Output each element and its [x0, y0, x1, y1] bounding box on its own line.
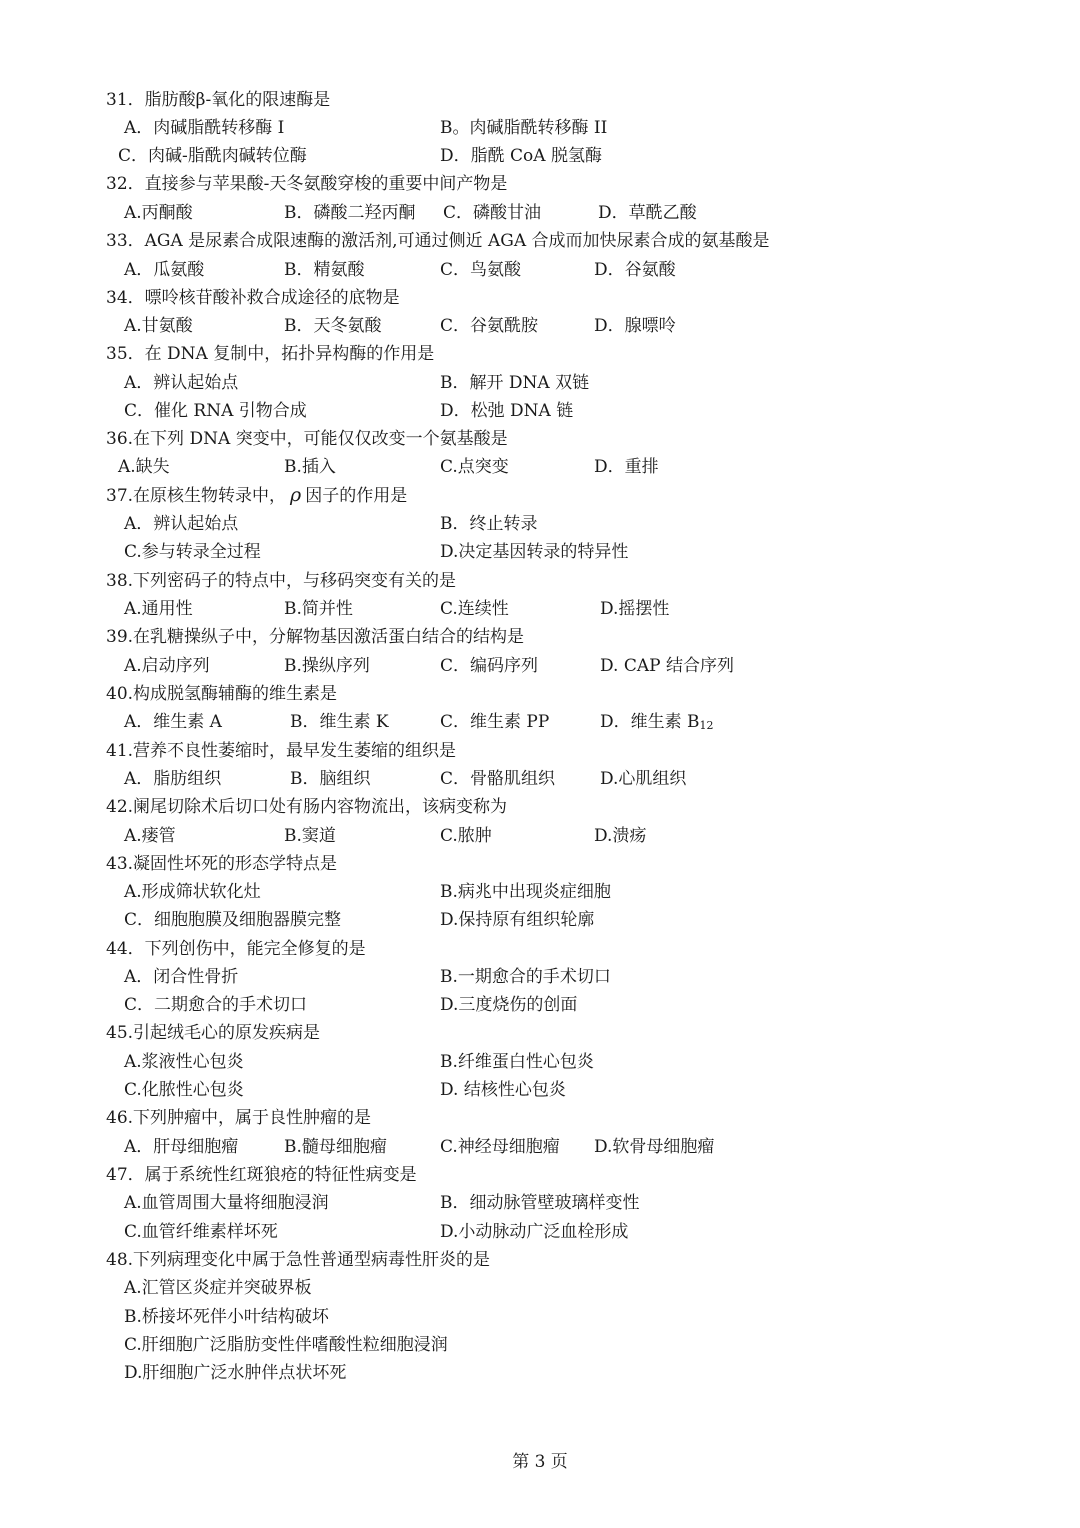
question-37-option-a: A．辨认起始点: [124, 514, 239, 534]
question-38-stem: 38.下列密码子的特点中，与移码突变有关的是: [106, 571, 457, 591]
question-40-option-a: A．维生素 A: [124, 712, 222, 732]
question-43-option-d: D.保持原有组织轮廓: [440, 910, 595, 930]
question-45-option-c: C.化脓性心包炎: [124, 1080, 244, 1100]
question-40-option-c: C．维生素 PP: [440, 712, 550, 732]
question-48-option-d: D.肝细胞广泛水肿伴点状坏死: [124, 1363, 347, 1383]
question-42-option-d: D.溃疡: [594, 826, 647, 846]
question-35-option-d: D．松弛 DNA 链: [440, 401, 574, 421]
question-48-stem: 48.下列病理变化中属于急性普通型病毒性肝炎的是: [106, 1250, 491, 1270]
question-45-option-b: B.纤维蛋白性心包炎: [440, 1052, 594, 1072]
question-33-option-c: C．鸟氨酸: [440, 260, 522, 280]
question-41-stem: 41.营养不良性萎缩时，最早发生萎缩的组织是: [106, 741, 457, 761]
question-34-option-c: C．谷氨酰胺: [440, 316, 539, 336]
question-46-option-d: D.软骨母细胞瘤: [594, 1137, 715, 1157]
question-37-option-b: B．终止转录: [440, 514, 538, 534]
question-47-option-a: A.血管周围大量将细胞浸润: [124, 1193, 329, 1213]
question-47-stem: 47．属于系统性红斑狼疮的特征性病变是: [106, 1165, 417, 1185]
question-40-option-d-text: D．维生素 B: [600, 712, 700, 732]
question-32-option-c: C．磷酸甘油: [443, 203, 542, 223]
question-47-option-b: B．细动脉管壁玻璃样变性: [440, 1193, 640, 1213]
question-46-stem: 46.下列肿瘤中，属于良性肿瘤的是: [106, 1108, 372, 1128]
question-32-option-b: B．磷酸二羟丙酮: [284, 203, 416, 223]
question-46-option-b: B.髓母细胞瘤: [284, 1137, 387, 1157]
question-35-option-c: C．催化 RNA 引物合成: [124, 401, 307, 421]
question-36-option-b: B.插入: [284, 457, 336, 477]
question-46-option-c: C.神经母细胞瘤: [440, 1137, 560, 1157]
question-39-option-a: A.启动序列: [124, 656, 210, 676]
question-39-option-c: C．编码序列: [440, 656, 539, 676]
question-40-option-d-subscript: 12: [699, 719, 714, 732]
question-46-option-a: A．肝母细胞瘤: [124, 1137, 239, 1157]
question-33-option-b: B．精氨酸: [284, 260, 365, 280]
question-42-option-b: B.窦道: [284, 826, 336, 846]
question-31-option-a: A．肉碱脂酰转移酶 I: [124, 118, 285, 138]
question-40-option-d: [600, 712, 714, 732]
question-43-option-b: B.病兆中出现炎症细胞: [440, 882, 611, 902]
question-33-option-a: A．瓜氨酸: [124, 260, 205, 280]
question-37-stem-end: 因子的作用是: [305, 486, 408, 506]
question-48-option-c: C.肝细胞广泛脂肪变性伴嗜酸性粒细胞浸润: [124, 1335, 448, 1355]
question-40-option-b: B．维生素 K: [290, 712, 389, 732]
question-44-option-d: D.三度烧伤的创面: [440, 995, 578, 1015]
question-39-option-b: B.操纵序列: [284, 656, 370, 676]
question-34-option-a: A.甘氨酸: [124, 316, 193, 336]
page-number: 第 3 页: [512, 1452, 568, 1472]
question-31-option-d: D．脂酰 CoA 脱氢酶: [440, 146, 602, 166]
question-48-option-a: A.汇管区炎症并突破界板: [124, 1278, 312, 1298]
question-42-option-a: A.瘘管: [124, 826, 176, 846]
question-44-stem: 44．下列创伤中，能完全修复的是: [106, 939, 366, 959]
question-31-option-b: B。肉碱脂酰转移酶 II: [440, 118, 608, 138]
question-32-option-d: D．草酰乙酸: [598, 203, 697, 223]
question-43-option-a: A.形成筛状软化灶: [124, 882, 261, 902]
question-40-stem: 40.构成脱氢酶辅酶的维生素是: [106, 684, 338, 704]
question-35-option-b: B．解开 DNA 双链: [440, 373, 590, 393]
question-45-option-d: D. 结核性心包炎: [440, 1080, 566, 1100]
question-37-option-c: C.参与转录全过程: [124, 542, 261, 562]
question-36-option-d: D．重排: [594, 457, 659, 477]
question-44-option-c: C．二期愈合的手术切口: [124, 995, 308, 1015]
question-37-option-d: D.决定基因转录的特异性: [440, 542, 629, 562]
question-38-option-a: A.通用性: [124, 599, 193, 619]
question-31-option-c: C．肉碱-脂酰肉碱转位酶: [118, 146, 307, 166]
question-36-option-a: A.缺失: [118, 457, 170, 477]
question-34-option-d: D．腺嘌呤: [594, 316, 676, 336]
question-39-option-d: D. CAP 结合序列: [600, 656, 734, 676]
question-43-stem: 43.凝固性坏死的形态学特点是: [106, 854, 338, 874]
question-36-option-c: C.点突变: [440, 457, 509, 477]
question-37-stem: [106, 485, 407, 506]
question-44-option-a: A．闭合性骨折: [124, 967, 239, 987]
rho-symbol: ρ: [290, 484, 302, 506]
question-41-option-d: D.心肌组织: [600, 769, 687, 789]
question-35-option-a: A．辨认起始点: [124, 373, 239, 393]
question-37-stem-start: 37.在原核生物转录中，: [106, 486, 287, 506]
question-34-option-b: B．天冬氨酸: [284, 316, 382, 336]
question-45-option-a: A.浆液性心包炎: [124, 1052, 244, 1072]
question-33-stem: 33．AGA 是尿素合成限速酶的激活剂,可通过侧近 AGA 合成而加快尿素合成的氨基酸是: [106, 231, 770, 251]
question-42-stem: 42.阑尾切除术后切口处有肠内容物流出，该病变称为: [106, 797, 508, 817]
question-44-option-b: B.一期愈合的手术切口: [440, 967, 611, 987]
question-36-stem: 36.在下列 DNA 突变中，可能仅仅改变一个氨基酸是: [106, 429, 508, 449]
question-43-option-c: C．细胞胞膜及细胞器膜完整: [124, 910, 342, 930]
question-45-stem: 45.引起绒毛心的原发疾病是: [106, 1023, 321, 1043]
question-41-option-a: A．脂肪组织: [124, 769, 222, 789]
question-38-option-b: B.简并性: [284, 599, 353, 619]
question-32-stem: 32．直接参与苹果酸-天冬氨酸穿梭的重要中间产物是: [106, 174, 508, 194]
question-34-stem: 34．嘌呤核苷酸补救合成途径的底物是: [106, 288, 400, 308]
question-41-option-c: C．骨骼肌组织: [440, 769, 556, 789]
question-33-option-d: D．谷氨酸: [594, 260, 676, 280]
question-38-option-c: C.连续性: [440, 599, 509, 619]
question-47-option-c: C.血管纤维素样坏死: [124, 1222, 278, 1242]
question-48-option-b: B.桥接坏死伴小叶结构破坏: [124, 1307, 329, 1327]
question-42-option-c: C.脓肿: [440, 826, 492, 846]
question-38-option-d: D.摇摆性: [600, 599, 670, 619]
question-35-stem: 35．在 DNA 复制中，拓扑异构酶的作用是: [106, 344, 435, 364]
question-47-option-d: D.小动脉动广泛血栓形成: [440, 1222, 629, 1242]
question-41-option-b: B．脑组织: [290, 769, 371, 789]
question-32-option-a: A.丙酮酸: [124, 203, 193, 223]
question-31-stem: 31．脂肪酸β-氧化的限速酶是: [106, 90, 331, 110]
question-39-stem: 39.在乳糖操纵子中，分解物基因激活蛋白结合的结构是: [106, 627, 525, 647]
